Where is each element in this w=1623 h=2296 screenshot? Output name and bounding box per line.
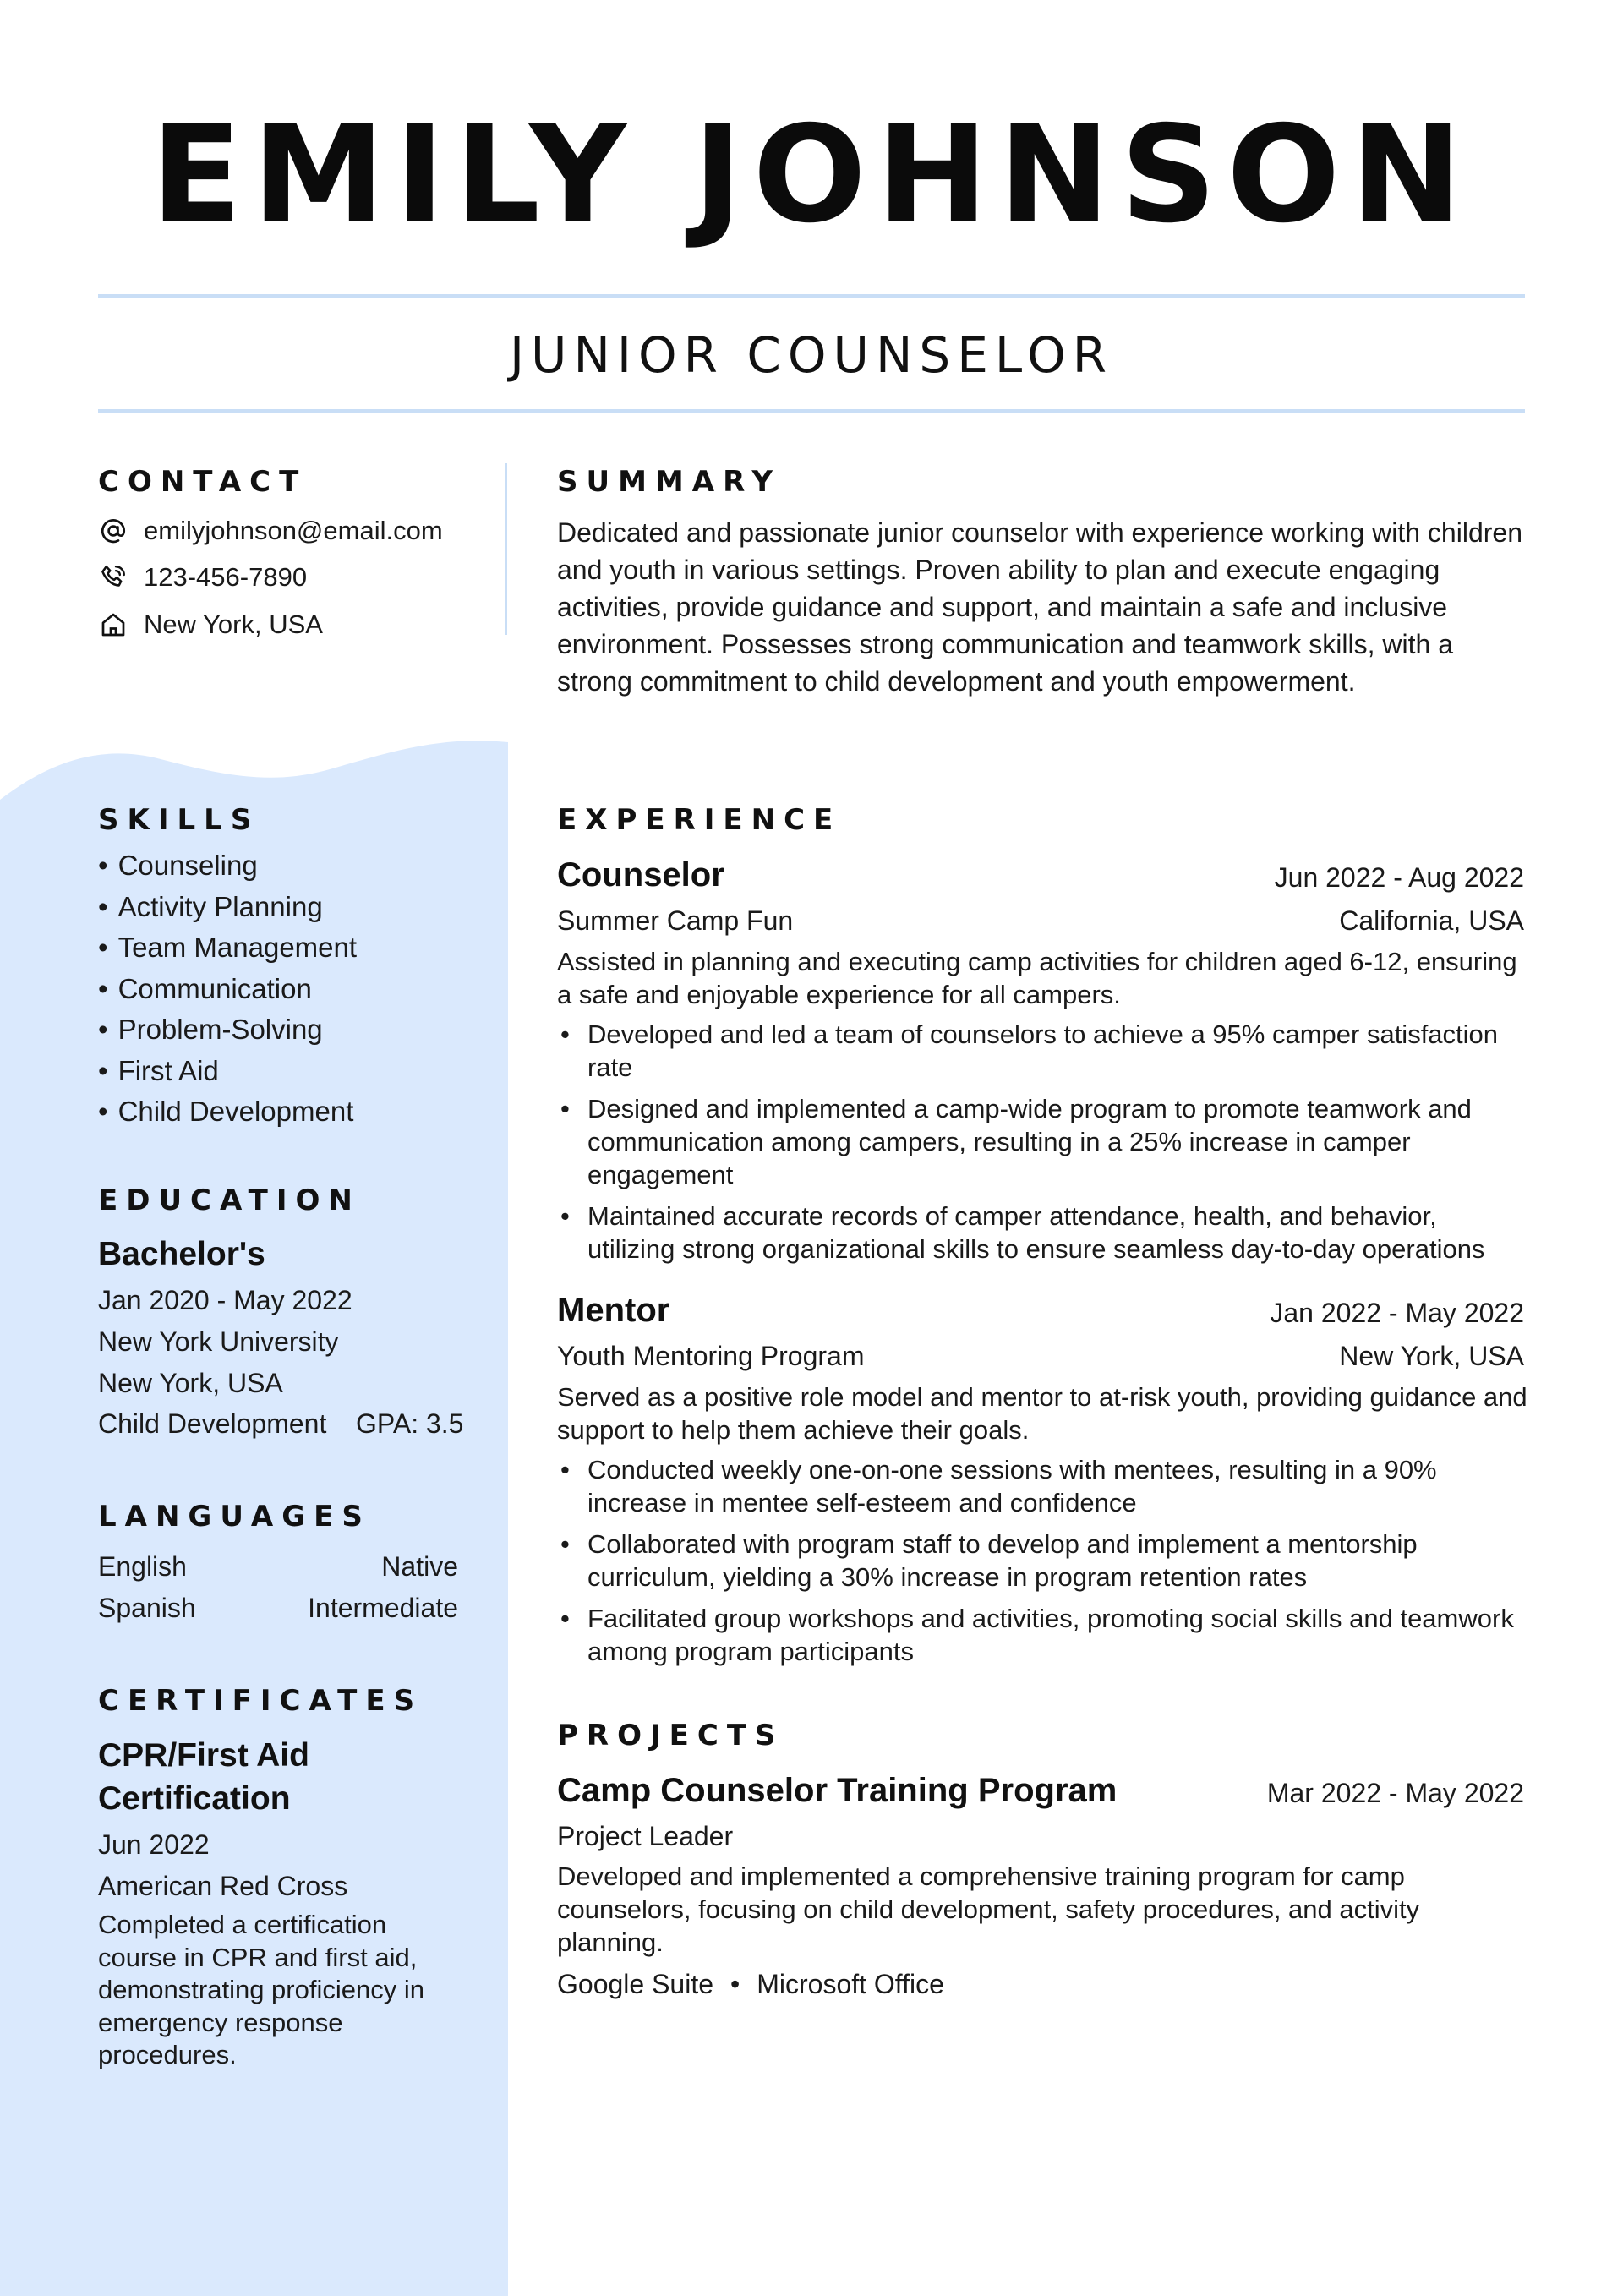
email-text: emilyjohnson@email.com bbox=[144, 516, 443, 545]
education-dates: Jan 2020 - May 2022 bbox=[98, 1285, 352, 1315]
tool-separator: • bbox=[730, 1969, 740, 1999]
tool-item: Microsoft Office bbox=[757, 1969, 944, 1999]
candidate-name: EMILY JOHNSON bbox=[150, 97, 1473, 253]
achievement-item: • Facilitated group workshops and activities, promoting social skills and teamwork among program participants bbox=[557, 1602, 1529, 1668]
education-title: EDUCATION bbox=[98, 1184, 361, 1217]
language-name: Spanish bbox=[98, 1593, 196, 1623]
job-location: California, USA bbox=[1339, 905, 1524, 936]
language-row bbox=[98, 1591, 458, 1625]
phone-text: 123-456-7890 bbox=[144, 562, 308, 592]
skills-list bbox=[98, 845, 357, 1133]
language-level: Native bbox=[381, 1551, 458, 1582]
skill-item: • First Aid bbox=[98, 1051, 357, 1092]
certificate-description: Completed a certification course in CPR and first aid, demonstrating proficiency in emergency response procedures. bbox=[98, 1910, 424, 2069]
location-text: New York, USA bbox=[144, 610, 323, 639]
job-description: Assisted in planning and executing camp activities for children aged 6-12, ensuring a safe and enjoyable experience for all campers. bbox=[557, 947, 1517, 1009]
education-degree: Bachelor's bbox=[98, 1236, 265, 1272]
job-location: New York, USA bbox=[1339, 1341, 1524, 1371]
education-school: New York University bbox=[98, 1326, 339, 1357]
header-rule-top bbox=[98, 294, 1525, 298]
job-achievements bbox=[557, 1453, 1529, 1676]
contact-location bbox=[98, 608, 323, 642]
education-field: Child Development bbox=[98, 1408, 327, 1439]
job-role: JUNIOR COUNSELOR bbox=[509, 326, 1114, 384]
job-dates: Jan 2022 - May 2022 bbox=[1270, 1298, 1524, 1328]
contact-phone bbox=[98, 560, 307, 594]
phone-icon bbox=[98, 562, 128, 593]
skills-title: SKILLS bbox=[98, 803, 260, 837]
job-org: Summer Camp Fun bbox=[557, 905, 794, 936]
header-rule-bottom bbox=[98, 409, 1525, 413]
summary-title: SUMMARY bbox=[557, 465, 782, 499]
achievement-item: • Conducted weekly one-on-one sessions with mentees, resulting in a 90% increase in mentee self-esteem and confidence bbox=[557, 1453, 1529, 1519]
achievement-item: • Developed and led a team of counselors to achieve a 95% camper satisfaction rate bbox=[557, 1018, 1529, 1084]
skill-item: • Problem-Solving bbox=[98, 1009, 357, 1051]
certificate-date: Jun 2022 bbox=[98, 1829, 210, 1860]
job-org: Youth Mentoring Program bbox=[557, 1341, 865, 1371]
achievement-item: • Designed and implemented a camp-wide program to promote teamwork and communication among campers, resulting in a 25% increase in camper engagement bbox=[557, 1092, 1529, 1191]
project-name: Camp Counselor Training Program bbox=[557, 1772, 1118, 1809]
language-row bbox=[98, 1550, 458, 1583]
tool-item: Google Suite bbox=[557, 1969, 714, 1999]
summary-text: Dedicated and passionate junior counselor with experience working with children and youth in various settings. Proven ability to plan and execute engaging activities, provide guidance and support, and maintain a safe and inclusive environment. Possesses strong communication and teamwork skills, with a strong commitment to child development and youth empowerment. bbox=[557, 517, 1522, 697]
project-role: Project Leader bbox=[557, 1821, 734, 1851]
education-location: New York, USA bbox=[98, 1368, 283, 1398]
languages-title: LANGUAGES bbox=[98, 1500, 371, 1533]
skill-item: • Activity Planning bbox=[98, 887, 357, 928]
certificate-name-line1: CPR/First Aid bbox=[98, 1737, 309, 1774]
job-achievements bbox=[557, 1018, 1529, 1274]
certificate-issuer: American Red Cross bbox=[98, 1871, 348, 1901]
skill-item: • Counseling bbox=[98, 845, 357, 887]
language-level: Intermediate bbox=[308, 1593, 458, 1623]
skill-item: • Child Development bbox=[98, 1091, 357, 1133]
project-dates: Mar 2022 - May 2022 bbox=[1266, 1778, 1524, 1808]
achievement-item: • Collaborated with program staff to develop and implement a mentorship curriculum, yielding a 30% increase in program retention rates bbox=[557, 1528, 1529, 1594]
contact-divider bbox=[505, 463, 507, 635]
contact-email bbox=[98, 514, 443, 548]
projects-title: PROJECTS bbox=[557, 1719, 784, 1752]
job-description: Served as a positive role model and mentor to at-risk youth, providing guidance and support to help them achieve their goals. bbox=[557, 1382, 1527, 1445]
experience-title: EXPERIENCE bbox=[557, 803, 842, 837]
contact-title: CONTACT bbox=[98, 465, 308, 499]
at-icon bbox=[98, 516, 128, 546]
certificates-title: CERTIFICATES bbox=[98, 1684, 424, 1718]
language-name: English bbox=[98, 1551, 187, 1582]
certificate-name-line2: Certification bbox=[98, 1780, 291, 1817]
education-gpa: GPA: 3.5 bbox=[356, 1408, 464, 1439]
job-title: Counselor bbox=[557, 856, 724, 894]
job-dates: Jun 2022 - Aug 2022 bbox=[1274, 862, 1524, 893]
skill-item: • Team Management bbox=[98, 927, 357, 969]
project-description: Developed and implemented a comprehensive training program for camp counselors, focusing on child development, safety procedures, and activity planning. bbox=[557, 1861, 1420, 1957]
job-title: Mentor bbox=[557, 1292, 670, 1329]
skill-item: • Communication bbox=[98, 969, 357, 1010]
achievement-item: • Maintained accurate records of camper attendance, health, and behavior, utilizing strong organizational skills to ensure seamless day-to-day operations bbox=[557, 1200, 1529, 1266]
project-tools bbox=[557, 1967, 944, 2001]
home-icon bbox=[98, 610, 128, 640]
